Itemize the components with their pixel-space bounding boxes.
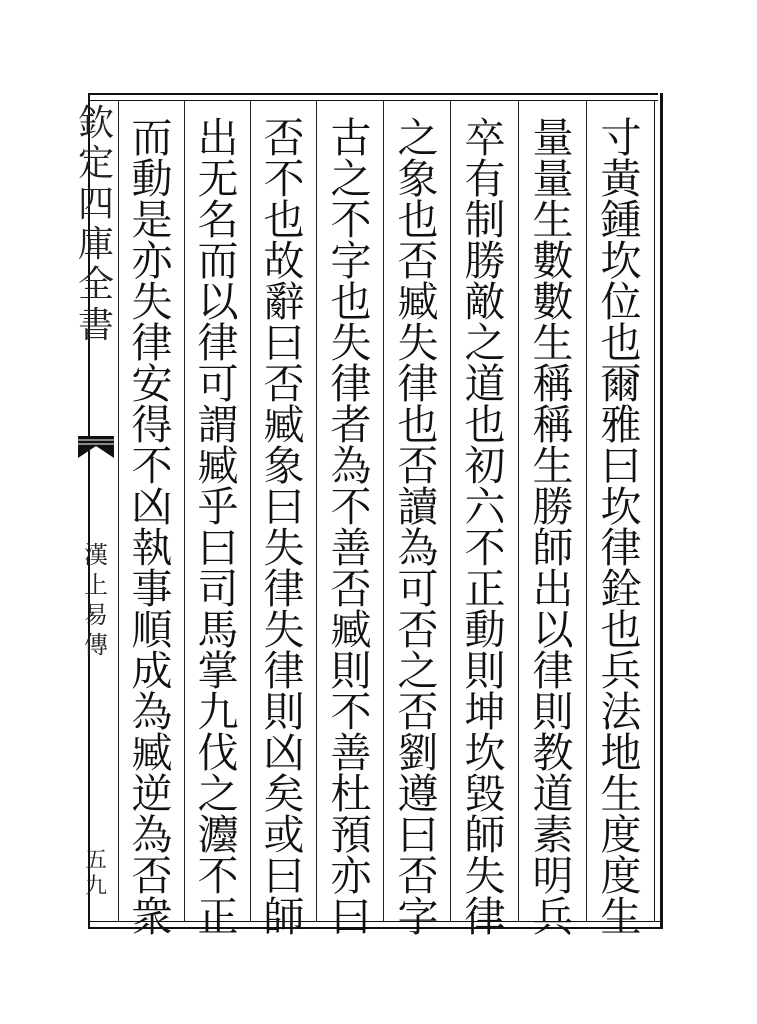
character: 故: [263, 237, 305, 285]
character: 則: [532, 688, 574, 736]
character: 師: [532, 524, 574, 572]
character: 上: [84, 571, 108, 599]
character: 字: [397, 893, 439, 941]
character: 衆: [131, 893, 173, 941]
character: 律: [263, 565, 305, 613]
character: 有: [464, 155, 506, 203]
character: 否: [397, 237, 439, 285]
column-divider: [383, 100, 384, 922]
character: 定: [77, 143, 114, 185]
character: 初: [464, 442, 506, 490]
character: 生: [532, 442, 574, 490]
text-column-3: [454, 114, 516, 941]
character: 執: [131, 524, 173, 572]
character: 坎: [600, 237, 642, 285]
character: 杜: [330, 770, 372, 818]
character: 度: [600, 811, 642, 859]
character: 失: [263, 524, 305, 572]
character: 不: [197, 852, 239, 900]
character: 之: [397, 647, 439, 695]
character: 黃: [600, 155, 642, 203]
character: 律: [464, 893, 506, 941]
character: 地: [600, 729, 642, 777]
text-column-2: [522, 114, 584, 941]
character: 掌: [197, 647, 239, 695]
character: 亦: [131, 237, 173, 285]
character: 失: [131, 278, 173, 326]
character: 字: [330, 237, 372, 285]
character: 兵: [532, 893, 574, 941]
character: 明: [532, 852, 574, 900]
character: 否: [263, 114, 305, 162]
character: 兵: [600, 647, 642, 695]
character: 坤: [464, 688, 506, 736]
character: 也: [464, 401, 506, 449]
character: 則: [263, 688, 305, 736]
character: 敵: [464, 278, 506, 326]
column-divider: [518, 100, 519, 922]
character: 矣: [263, 770, 305, 818]
character: 九: [197, 688, 239, 736]
character: 否: [397, 852, 439, 900]
character: 生: [600, 893, 642, 941]
character: 曰: [397, 811, 439, 859]
character: 亦: [330, 852, 372, 900]
character: 者: [330, 401, 372, 449]
character: 名: [197, 196, 239, 244]
character: 失: [263, 606, 305, 654]
character: 曰: [263, 319, 305, 367]
character: 之: [464, 319, 506, 367]
character: 為: [397, 524, 439, 572]
character: 曰: [330, 893, 372, 941]
character: 生: [532, 319, 574, 367]
character: 制: [464, 196, 506, 244]
character: 律: [131, 319, 173, 367]
character: 逆: [131, 770, 173, 818]
character: 預: [330, 811, 372, 859]
character: 道: [532, 770, 574, 818]
character: 无: [197, 155, 239, 203]
character: 則: [330, 647, 372, 695]
character: 也: [330, 278, 372, 326]
character: 五: [84, 848, 107, 873]
character: 量: [532, 155, 574, 203]
character: 律: [397, 360, 439, 408]
character: 素: [532, 811, 574, 859]
character: 以: [197, 278, 239, 326]
character: 是: [131, 196, 173, 244]
character: 以: [532, 606, 574, 654]
character: 可: [197, 360, 239, 408]
character: 失: [330, 319, 372, 367]
character: 乎: [197, 483, 239, 531]
column-divider: [118, 100, 119, 922]
character: 爾: [600, 360, 642, 408]
margin-column: [74, 96, 118, 924]
character: 六: [464, 483, 506, 531]
character: 則: [464, 647, 506, 695]
text-column-7: [187, 114, 249, 941]
character: 毀: [464, 770, 506, 818]
character: 律: [532, 647, 574, 695]
character: 凶: [263, 729, 305, 777]
character: 不: [330, 688, 372, 736]
character: 而: [197, 237, 239, 285]
frame-right-inner: [654, 100, 655, 922]
character: 遵: [397, 770, 439, 818]
character: 傳: [84, 631, 108, 659]
character: 不: [330, 196, 372, 244]
character: 否: [131, 852, 173, 900]
character: 道: [464, 360, 506, 408]
frame-bottom-outer: [88, 927, 660, 929]
column-divider: [250, 100, 251, 922]
character: 九: [84, 874, 107, 900]
character: 之: [197, 770, 239, 818]
character: 之: [330, 155, 372, 203]
character: 失: [464, 852, 506, 900]
character: 書: [77, 304, 114, 346]
book-title: [76, 104, 116, 346]
character: 動: [464, 606, 506, 654]
character: 出: [532, 565, 574, 613]
character: 曰: [263, 483, 305, 531]
frame-bottom-inner: [88, 921, 660, 922]
character: 不: [330, 483, 372, 531]
character: 讀: [397, 483, 439, 531]
character: 順: [131, 606, 173, 654]
character: 位: [600, 278, 642, 326]
character: 或: [263, 811, 305, 859]
text-column-4: [387, 114, 449, 941]
character: 之: [397, 114, 439, 162]
text-column-6: [253, 114, 315, 941]
fishtail-mark-icon: [76, 434, 116, 464]
character: 教: [532, 729, 574, 777]
character: 出: [197, 114, 239, 162]
character: 全: [77, 264, 114, 306]
character: 不: [263, 155, 305, 203]
character: 律: [330, 360, 372, 408]
character: 成: [131, 647, 173, 695]
text-column-8: [121, 114, 183, 941]
character: 安: [131, 360, 173, 408]
character: 事: [131, 565, 173, 613]
character: 也: [397, 401, 439, 449]
character: 否: [397, 606, 439, 654]
character: 臧: [263, 401, 305, 449]
character: 數: [532, 278, 574, 326]
character: 否: [330, 565, 372, 613]
character: 漢: [84, 541, 108, 569]
character: 律: [600, 524, 642, 572]
chapter-title: [80, 540, 112, 660]
character: 卒: [464, 114, 506, 162]
character: 凶: [131, 483, 173, 531]
character: 也: [600, 319, 642, 367]
character: 律: [263, 647, 305, 695]
character: 司: [197, 565, 239, 613]
column-divider: [586, 100, 587, 922]
column-divider: [316, 100, 317, 922]
character: 生: [600, 770, 642, 818]
frame-top-outer: [88, 93, 658, 95]
character: 法: [600, 688, 642, 736]
character: 動: [131, 155, 173, 203]
character: 辭: [263, 278, 305, 326]
character: 劉: [397, 729, 439, 777]
character: 善: [330, 524, 372, 572]
character: 臧: [131, 729, 173, 777]
character: 稱: [532, 360, 574, 408]
character: 象: [263, 442, 305, 490]
frame-right-outer: [660, 93, 663, 929]
character: 勝: [532, 483, 574, 531]
character: 灋: [197, 811, 239, 859]
character: 臧: [197, 442, 239, 490]
character: 曰: [600, 442, 642, 490]
character: 可: [397, 565, 439, 613]
character: 庫: [77, 223, 114, 265]
character: 得: [131, 401, 173, 449]
character: 曰: [197, 524, 239, 572]
character: 師: [263, 893, 305, 941]
character: 師: [464, 811, 506, 859]
character: 生: [532, 196, 574, 244]
character: 鍾: [600, 196, 642, 244]
character: 雅: [600, 401, 642, 449]
character: 為: [131, 811, 173, 859]
character: 正: [197, 893, 239, 941]
character: 不: [464, 524, 506, 572]
character: 伐: [197, 729, 239, 777]
character: 稱: [532, 401, 574, 449]
character: 謂: [197, 401, 239, 449]
character: 勝: [464, 237, 506, 285]
character: 不: [131, 442, 173, 490]
character: 而: [131, 114, 173, 162]
character: 度: [600, 852, 642, 900]
character: 臧: [397, 278, 439, 326]
character: 寸: [600, 114, 642, 162]
character: 象: [397, 155, 439, 203]
character: 臧: [330, 606, 372, 654]
character: 古: [330, 114, 372, 162]
character: 易: [84, 601, 108, 629]
character: 四: [77, 183, 114, 225]
column-divider: [450, 100, 451, 922]
character: 善: [330, 729, 372, 777]
character: 失: [397, 319, 439, 367]
character: 馬: [197, 606, 239, 654]
character: 律: [197, 319, 239, 367]
character: 否: [263, 360, 305, 408]
character: 數: [532, 237, 574, 285]
character: 量: [532, 114, 574, 162]
character: 坎: [600, 483, 642, 531]
frame-top-inner: [88, 100, 658, 101]
character: 為: [131, 688, 173, 736]
character: 也: [600, 606, 642, 654]
character: 銓: [600, 565, 642, 613]
character: 也: [263, 196, 305, 244]
character: 否: [397, 442, 439, 490]
character: 為: [330, 442, 372, 490]
character: 曰: [263, 852, 305, 900]
character: 也: [397, 196, 439, 244]
text-column-1: [590, 114, 652, 941]
character: 坎: [464, 729, 506, 777]
character: 正: [464, 565, 506, 613]
column-divider: [184, 100, 185, 922]
character: 欽: [77, 103, 114, 144]
text-column-5: [320, 114, 382, 941]
page-number: [80, 848, 112, 901]
character: 否: [397, 688, 439, 736]
